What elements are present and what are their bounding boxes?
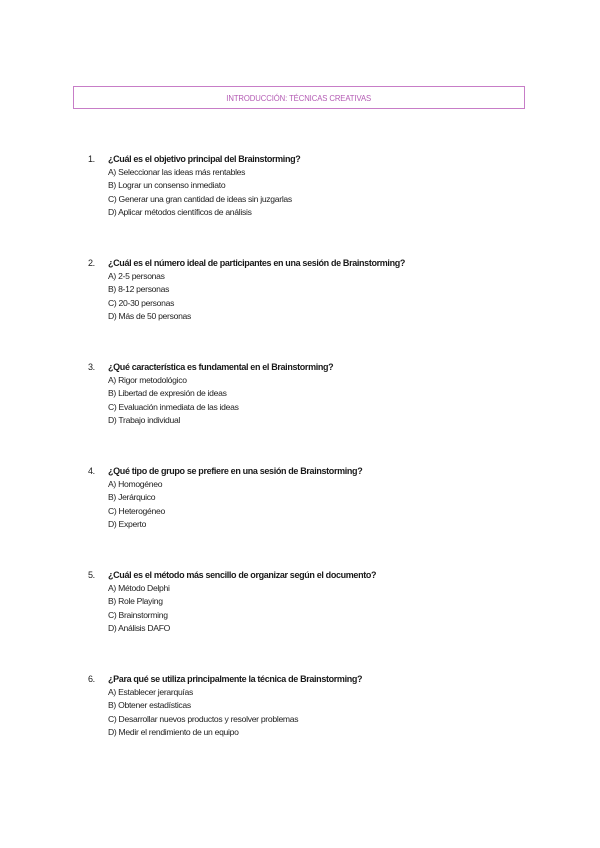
- option-a: A) Seleccionar las ideas más rentables: [108, 167, 246, 177]
- option-d: D) Análisis DAFO: [108, 623, 171, 634]
- question-header: [88, 361, 528, 374]
- option-c: C) Evaluación inmediata de las ideas: [108, 401, 239, 412]
- option-b: B) Obtener estadísticas: [108, 700, 191, 711]
- option-b: B) 8-12 personas: [108, 284, 170, 295]
- question-6: [88, 673, 528, 740]
- options-list: [108, 686, 528, 740]
- option-d: D) Aplicar métodos científicos de análisis: [108, 207, 252, 218]
- question-2: [88, 257, 528, 324]
- option-a: A) Rigor metodológico: [108, 375, 187, 385]
- option-a: A) 2-5 personas: [108, 271, 165, 281]
- option-a: A) Homogéneo: [108, 479, 163, 489]
- question-header: [88, 153, 528, 166]
- option-c: C) Desarrollar nuevos productos y resolver problemas: [108, 713, 299, 724]
- question-number: 6.: [88, 674, 95, 684]
- options-list: [108, 478, 528, 532]
- question-header: [88, 257, 528, 270]
- options-list: [108, 582, 528, 636]
- option-b: B) Lograr un consenso inmediato: [108, 180, 226, 191]
- option-c: C) 20-30 personas: [108, 297, 175, 308]
- question-header: [88, 569, 528, 582]
- question-header: [88, 673, 528, 686]
- option-d: D) Más de 50 personas: [108, 311, 192, 322]
- options-list: [108, 166, 528, 220]
- option-d: D) Trabajo individual: [108, 415, 181, 426]
- question-number: 1.: [88, 154, 95, 164]
- question-1: [88, 153, 528, 220]
- option-d: D) Experto: [108, 519, 147, 530]
- option-c: C) Heterogéneo: [108, 505, 165, 516]
- option-b: B) Libertad de expresión de ideas: [108, 388, 227, 399]
- option-b: B) Role Playing: [108, 596, 163, 607]
- option-c: C) Generar una gran cantidad de ideas sin juzgarlas: [108, 193, 292, 204]
- question-number: 4.: [88, 466, 95, 476]
- option-a: A) Método Delphi: [108, 583, 170, 593]
- option-a: A) Establecer jerarquías: [108, 687, 193, 697]
- question-5: [88, 569, 528, 636]
- options-list: [108, 374, 528, 428]
- question-number: 5.: [88, 570, 95, 580]
- option-b: B) Jerárquico: [108, 492, 156, 503]
- question-text: ¿Qué tipo de grupo se prefiere en una sesión de Brainstorming?: [108, 466, 363, 476]
- question-number: 3.: [88, 362, 95, 372]
- question-3: [88, 361, 528, 428]
- options-list: [108, 270, 528, 324]
- question-text: ¿Cuál es el número ideal de participantes en una sesión de Brainstorming?: [108, 258, 406, 268]
- question-header: [88, 465, 528, 478]
- question-text: ¿Cuál es el método más sencillo de organizar según el documento?: [108, 570, 377, 580]
- section-title-box: [73, 86, 525, 109]
- question-4: [88, 465, 528, 532]
- section-title: INTRODUCCIÓN: TÉCNICAS CREATIVAS: [226, 92, 372, 103]
- option-c: C) Brainstorming: [108, 609, 168, 620]
- question-number: 2.: [88, 258, 95, 268]
- question-text: ¿Qué característica es fundamental en el Brainstorming?: [108, 362, 334, 372]
- option-d: D) Medir el rendimiento de un equipo: [108, 727, 239, 738]
- question-text: ¿Para qué se utiliza principalmente la técnica de Brainstorming?: [108, 674, 363, 684]
- question-text: ¿Cuál es el objetivo principal del Brainstorming?: [108, 154, 301, 164]
